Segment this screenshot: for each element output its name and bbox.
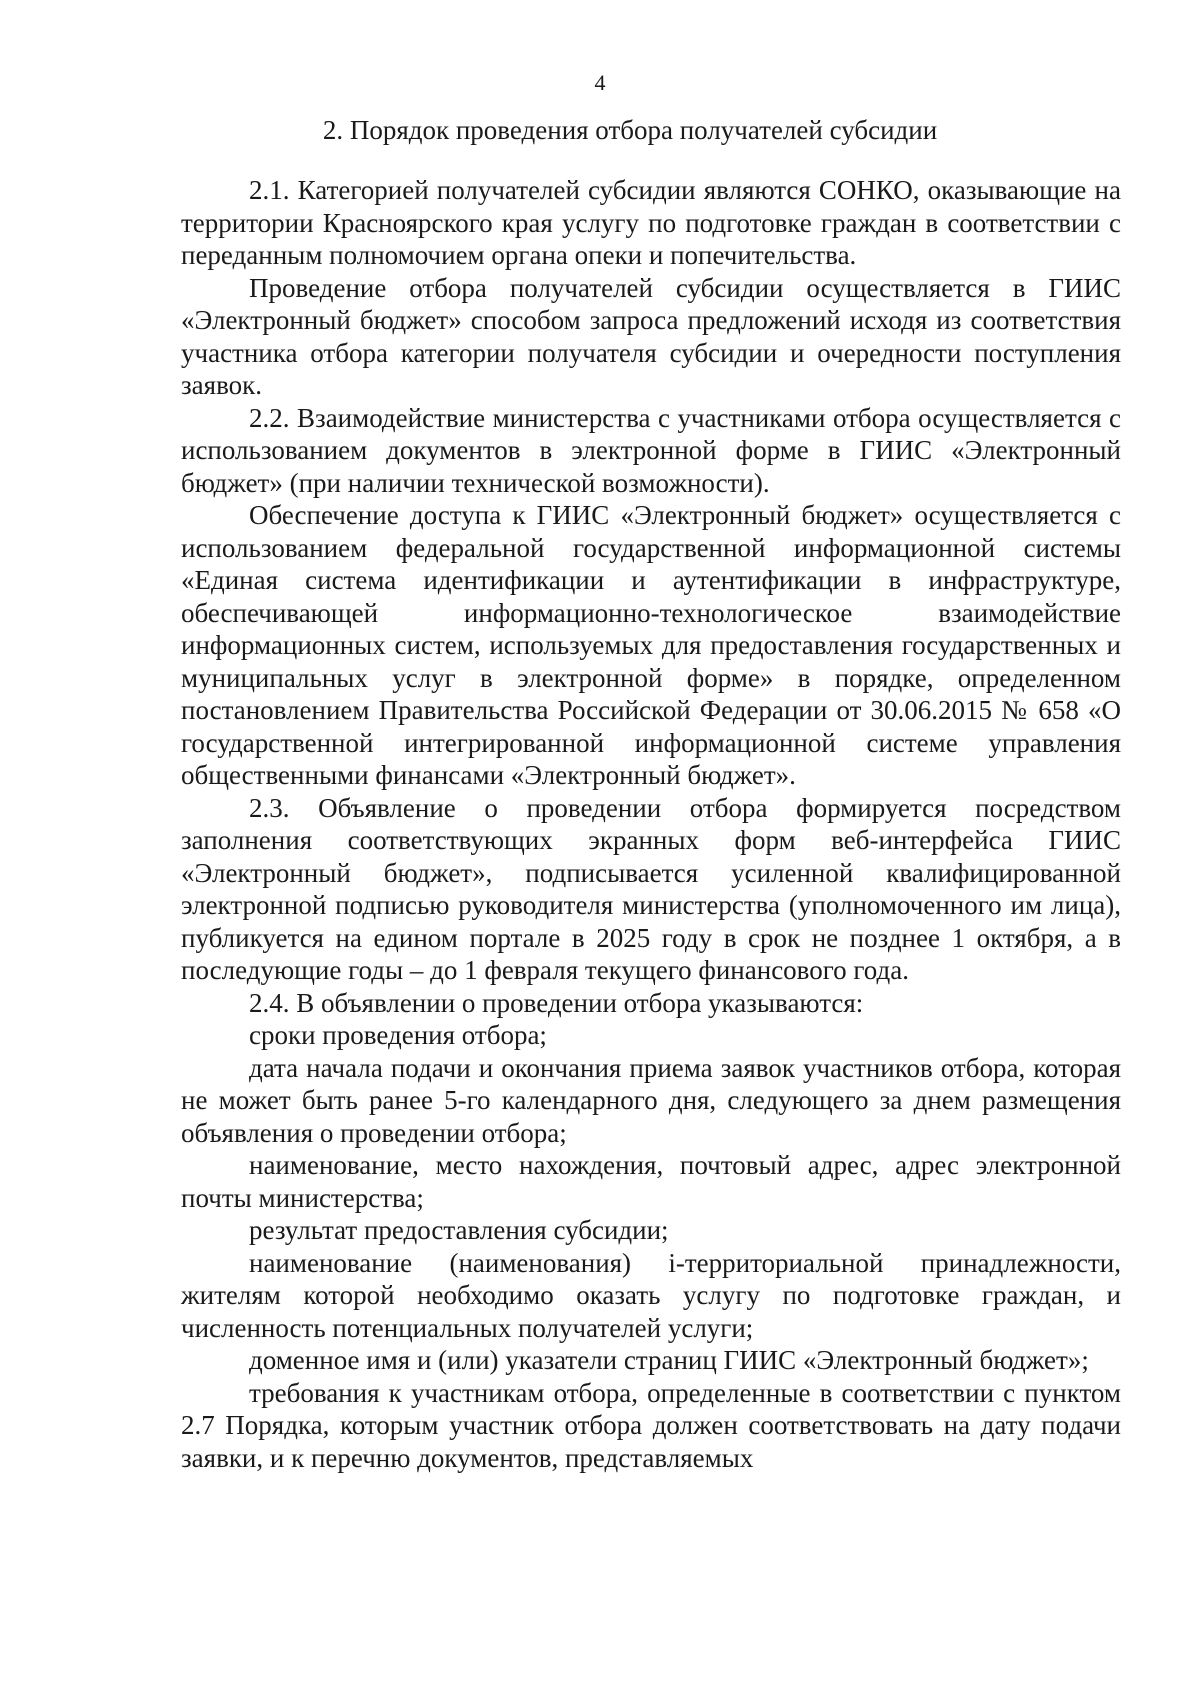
paragraph-selection-method: Проведение отбора получателей субсидии осуществляется в ГИИС «Электронный бюджет» способом запроса предложений исходя из соответствия участника отбора категории получателя субсидии и очередности поступления заявок. (181, 272, 1121, 400)
list-item: доменное имя и (или) указатели страниц ГИИС «Электронный бюджет»; (249, 1345, 1089, 1375)
list-item: наименование (наименования) i-территориальной принадлежности, жителям которой необходимо оказать услугу по подготовке граждан, и численность потенциальных получателей услуги; (181, 1247, 1121, 1343)
paragraph-2-3: 2.3. Объявление о проведении отбора формируется посредством заполнения соответствующих экранных форм веб-интерфейса ГИИС «Электронный бюджет», подписывается усиленной квалифицированной электронной подписью руководителя министерства (уполномоченного им лица), публикуется на едином портале в 2025 году в срок не позднее 1 октября, а в последующие годы – до 1 февраля текущего финансового года. (181, 792, 1121, 985)
page-number: 4 (594, 70, 606, 95)
list-item: дата начала подачи и окончания приема заявок участников отбора, которая не может быть ранее 5-го календарного дня, следующего за днем размещения объявления о проведении отбора; (181, 1052, 1121, 1148)
list-item: сроки проведения отбора; (249, 1020, 547, 1050)
paragraph-2-4: 2.4. В объявлении о проведении отбора указываются: (249, 987, 864, 1018)
paragraph-2-1: 2.1. Категорией получателей субсидии являются СОНКО, оказывающие на территории Красноярского края услугу по подготовке граждан в соответствии с переданным полномочием органа опеки и попечительства. (181, 175, 1121, 270)
list-item: результат предоставления субсидии; (249, 1215, 669, 1245)
document-body (181, 174, 1121, 1474)
section-title: 2. Порядок проведения отбора получателей субсидии (322, 115, 938, 145)
paragraph-2-2: 2.2. Взаимодействие министерства с участниками отбора осуществляется с использованием документов в электронной форме в ГИИС «Электронный бюджет» (при наличии технической возможности). (181, 402, 1121, 498)
list-item: наименование, место нахождения, почтовый адрес, адрес электронной почты министерства; (181, 1150, 1121, 1213)
paragraph-access: Обеспечение доступа к ГИИС «Электронный бюджет» осуществляется с использованием федеральной государственной информационной системы «Единая система идентификации и аутентификации в инфраструктуре, обеспечивающей информационно-технологическое взаимодействие информационных систем, используемых для предоставления государственных и муниципальных услуг в электронной форме» в порядке, определенном постановлением Правительства Российской Федерации от 30.06.2015 № 658 «О государственной интегрированной информационной системе управления общественными финансами «Электронный бюджет». (181, 500, 1121, 790)
list-item: требования к участникам отбора, определенные в соответствии с пунктом 2.7 Порядка, которым участник отбора должен соответствовать на дату подачи заявки, и к перечню документов, представляемых (181, 1377, 1121, 1473)
